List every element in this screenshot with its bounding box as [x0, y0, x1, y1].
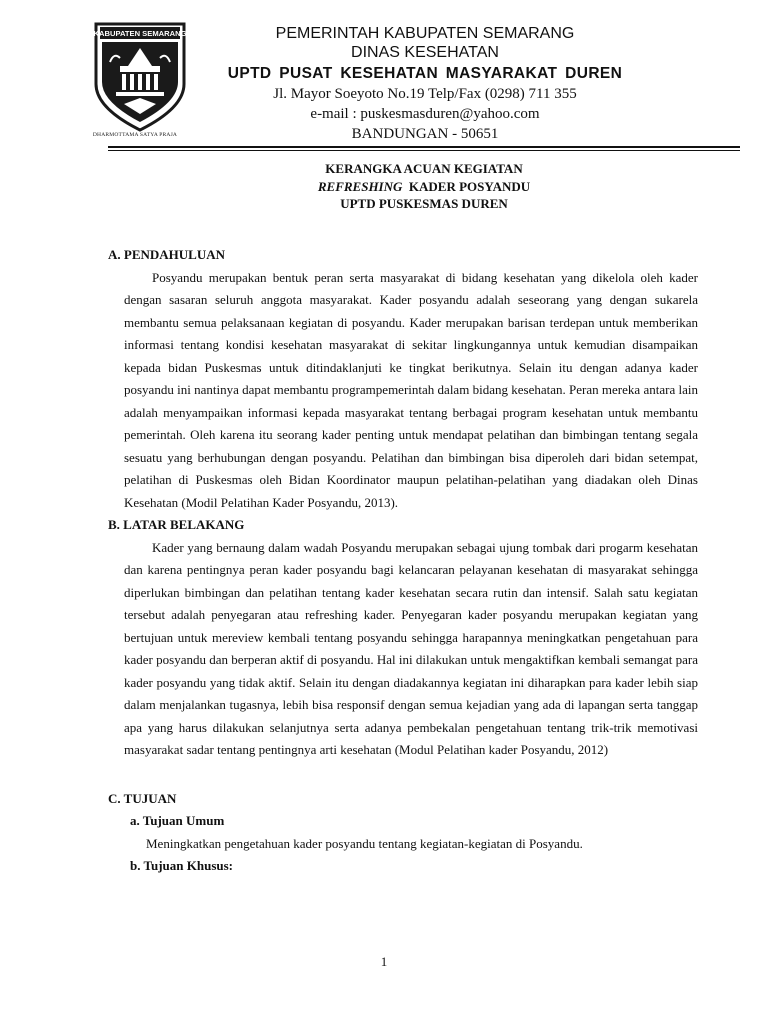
section-c-a-text: Meningkatkan pengetahuan kader posyandu tentang kegiatan-kegiatan di Posyandu.: [146, 835, 583, 851]
section-b-heading: B. LATAR BELAKANG: [108, 517, 245, 532]
section-c-heading: C. TUJUAN: [108, 790, 177, 806]
kabupaten-semarang-logo: [94, 22, 186, 132]
header-city: BANDUNGAN - 50651: [351, 126, 499, 142]
header-government: PEMERINTAH KABUPATEN SEMARANG: [275, 25, 575, 42]
title-line-2: [108, 178, 740, 196]
header-institution: UPTD PUSAT KESEHATAN MASYARAKAT DUREN: [227, 65, 623, 82]
header-department: DINAS KESEHATAN: [351, 44, 499, 61]
header-email: e-mail : puskesmasduren@yahoo.com: [310, 106, 540, 122]
letterhead-divider-thin: [108, 150, 740, 151]
section-c-a-heading: a. Tujuan Umum: [130, 813, 225, 828]
header-address: Jl. Mayor Soeyoto No.19 Telp/Fax (0298) 711 355: [273, 86, 577, 102]
document-body: [108, 244, 698, 878]
section-a-paragraph: Posyandu merupakan bentuk peran serta masyarakat di bidang kesehatan yang dikelola oleh kader dengan sasaran seluruh anggota masyarakat. Kader posyandu adalah seseorang yang dengan sukarela membantu semua pelaksanaan kegiatan di posyandu. Kader merupakan barisan terdepan untuk memberikan informasi tentang kondisi kesehatan masyarakat di sekitar lingkungannya untuk kemudian disampaikan kepada bidan Puskesmas untuk ditindaklanjuti ke tingkat berikutnya. Selain itu dengan adanya kader posyandu ini nantinya dapat membantu programpemerintah dalam bidang kesehatan. Peran mereka antara lain adalah menyampaikan informasi kepada masyarakat tentang berbagai program kesehatan untuk membantu pemerintah. Oleh karena itu seorang kader penting untuk mendapat pelatihan dan bimbingan tentang segala sesuatu yang berhubungan dengan posyandu. Pelatihan dan bimbingan bisa diperoleh dari bidan setempat, pelatihan di Puskesmas oleh Bidan Koordinator maupun pelatihan-pelatihan yang diadakan oleh Dinas Kesehatan (Modil Pelatihan Kader Posyandu, 2013).: [124, 269, 698, 510]
spacer: [108, 762, 698, 788]
title-line-1: KERANGKA ACUAN KEGIATAN: [325, 161, 523, 176]
logo-text: KABUPATEN SEMARANG: [94, 29, 186, 38]
section-a-heading: A. PENDAHULUAN: [108, 247, 225, 262]
letterhead-divider-thick: [108, 146, 740, 148]
title-line-3: UPTD PUSKESMAS DUREN: [340, 196, 508, 211]
letterhead: [0, 0, 768, 148]
page-number: 1: [380, 954, 388, 969]
section-b-paragraph: Kader yang bernaung dalam wadah Posyandu merupakan sebagai ujung tombak dari progarm kesehatan dan karena pentingnya peran kader posyandu bagi kelancaran pelayanan kesehatan di masyarakat sehingga diperlukan bimbingan dan pelatihan tentang kader kesehatan secara rutin dan intensif. Salah satu kegiatan tersebut adalah penyegaran atau refreshing kader. Penyegaran kader posyandu merupakan kegiatan yang bertujuan untuk mereview kembali tentang posyandu sehingga harapannya meningkatkan pengetahuan para kader posyandu dan berperan aktif di posyandu. Hal ini dilakukan untuk mengaktifkan kembali semangat para kader posyandu yang tidak aktif. Selain itu dengan diadakannya kegiatan ini diharapkan para kader lebih siap dalam menjalankan tugasnya, lebih bisa responsif dengan semua kejadian yang ada di lapangan serta tanggap apa yang harus dilakukan selanjutnya serta adanya pembekalan pengetahuan tentang trik-trik memotivasi masyarakat sadar tentang pentingnya arti kesehatan (Modul Pelatihan kader Posyandu, 2012): [124, 539, 698, 757]
title-italic-word: REFRESHING: [317, 178, 403, 194]
section-c-b-heading: b. Tujuan Khusus:: [130, 858, 233, 873]
document-title: [108, 160, 740, 213]
title-line-2-rest: KADER POSYANDU: [402, 178, 531, 194]
logo-motto: DHARMOTTAMA SATYA PRAJA: [92, 132, 178, 138]
